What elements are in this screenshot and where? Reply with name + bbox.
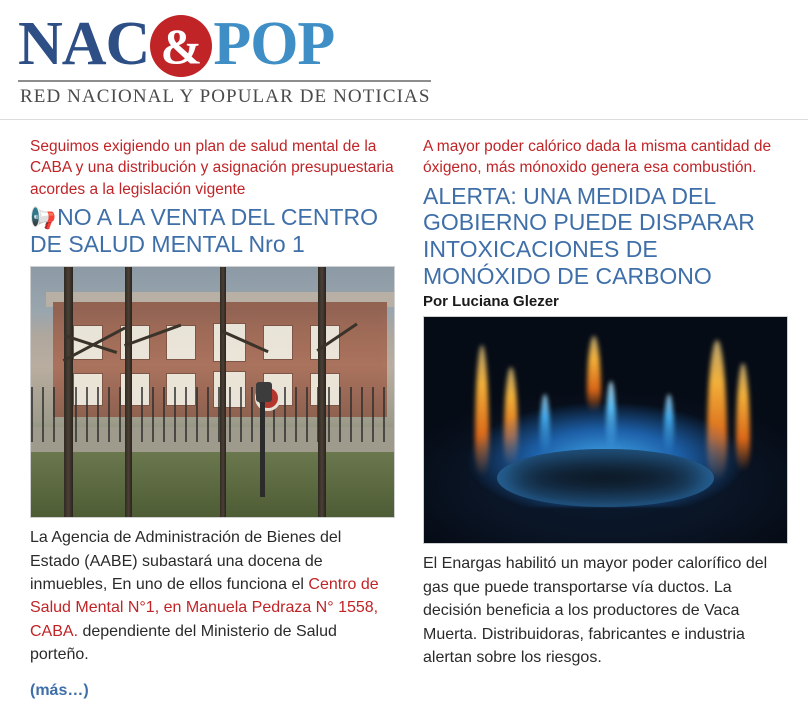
article-headline-text: ALERTA: UNA MEDIDA DEL GOBIERNO PUEDE DISPARAR INTOXICACIONES DE MONÓXIDO DE CARBONO (423, 182, 755, 289)
article-photo-building (30, 266, 395, 518)
article-headline-text: NO A LA VENTA DEL CENTRO DE SALUD MENTAL Nro 1 (30, 204, 378, 258)
photo-tree-trunk (125, 267, 132, 517)
logo-ampersand-badge: & (150, 15, 212, 77)
article-headline[interactable] (30, 204, 395, 258)
site-tagline: RED NACIONAL Y POPULAR DE NOTICIAS (18, 80, 431, 108)
photo-blue-flame (664, 394, 674, 453)
read-more-link[interactable]: (más…) (30, 682, 89, 700)
article-byline: Por Luciana Glezer (423, 293, 559, 311)
article-column-left (30, 136, 395, 700)
article-column-right (423, 136, 788, 700)
photo-street-lamp-pole (260, 397, 265, 497)
megaphone-icon: 📢 (30, 207, 57, 231)
photo-window (166, 325, 196, 360)
photo-lawn (31, 447, 394, 517)
site-logo[interactable] (0, 10, 808, 108)
photo-tree-trunk (318, 267, 326, 517)
article-kicker: A mayor poder calórico dada la misma cantidad de óxigeno, más mónoxido genera esa combustión. (423, 138, 772, 177)
photo-fence (31, 387, 394, 442)
photo-window (213, 323, 246, 362)
photo-street-lamp-head (256, 382, 272, 402)
photo-window (263, 325, 293, 360)
article-body-part: El Enargas habilitó un mayor poder calorífico del gas que puede transportarse vía ductos. La decisión beneficia a los productores de Vaca Muerta. Distribuidoras, fabricantes e industria alertan sobre los riesgos. (423, 555, 768, 666)
logo-text-nac: NAC (18, 10, 150, 78)
article-body-part: La Agencia de Administración de Bienes del Estado (AABE) subastará una docena de inmuebles, En uno de ellos funciona el (30, 529, 342, 593)
article-photo-gas-flame (423, 316, 788, 544)
photo-burner-ring (497, 449, 715, 508)
photo-blue-flame (606, 381, 616, 449)
article-body-part: dependiente del Ministerio de Salud porteño. (30, 622, 337, 663)
photo-tree-trunk (220, 267, 226, 517)
logo-text-pop: POP (213, 10, 335, 78)
logo-wordmark (18, 10, 808, 78)
article-kicker: Seguimos exigiendo un plan de salud mental de la CABA y una distribución y asignación presupuestaria acordes a la legislación vigente (30, 138, 394, 198)
article-body (423, 552, 788, 669)
article-headline[interactable] (423, 183, 788, 290)
article-columns (0, 120, 808, 700)
article-body (30, 526, 395, 666)
site-masthead (0, 0, 808, 120)
photo-tree-trunk (64, 267, 73, 517)
article-body-highlight: Centro de Salud Mental N°1, en Manuela Pedraza N° 1558, CABA. (30, 575, 379, 640)
